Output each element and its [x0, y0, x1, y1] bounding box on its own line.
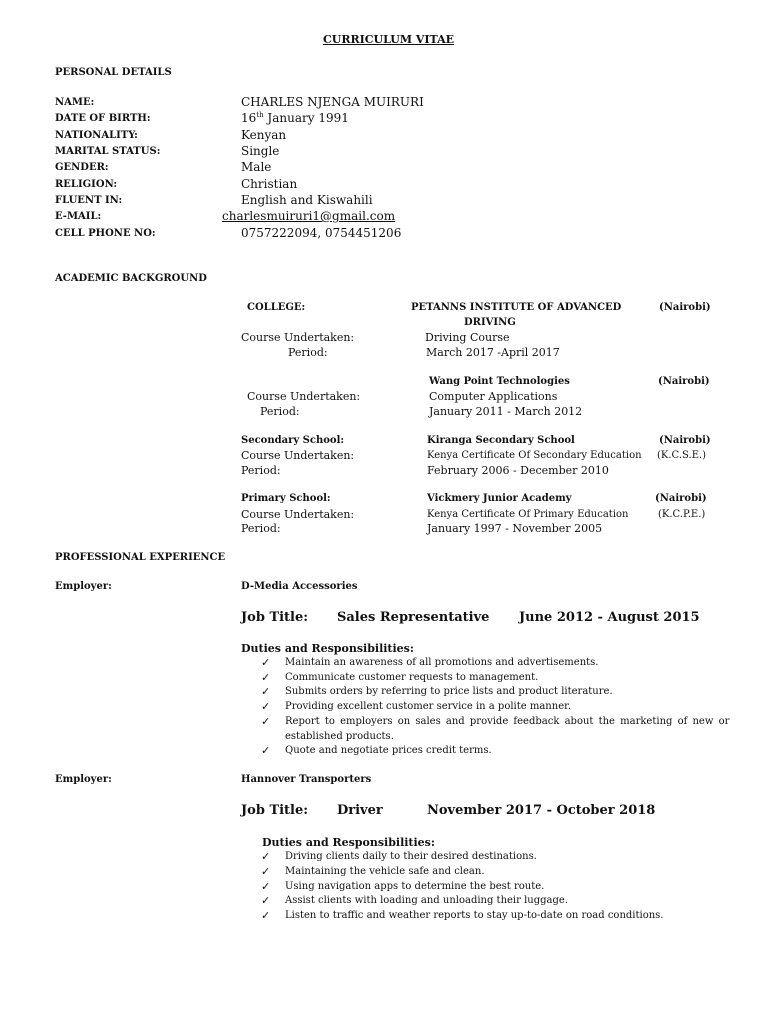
- check-mark-icon: ✓: [261, 685, 271, 698]
- primary-period-label: Period:: [241, 522, 281, 535]
- job-title-label: Job Title:: [241, 803, 309, 818]
- marital-status-label: MARITAL STATUS:: [55, 146, 161, 157]
- college-period-label: Period:: [288, 346, 328, 359]
- secondary-cert: (K.C.S.E.): [657, 450, 707, 461]
- college-course-label: Course Undertaken:: [241, 331, 355, 344]
- employer-label: Employer:: [55, 774, 112, 785]
- wang-name: Wang Point Technologies: [429, 376, 570, 387]
- duty-item: Communicate customer requests to management.: [285, 672, 539, 683]
- college-location: (Nairobi): [659, 302, 711, 313]
- check-mark-icon: ✓: [261, 850, 271, 863]
- check-mark-icon: ✓: [261, 865, 271, 878]
- duty-item: Driving clients daily to their desired destinations.: [285, 851, 537, 862]
- duties-heading: Duties and Responsibilities:: [241, 642, 414, 655]
- employer-name: D-Media Accessories: [241, 581, 358, 592]
- wang-period: January 2011 - March 2012: [429, 405, 583, 418]
- nationality-value: Kenyan: [241, 128, 287, 142]
- secondary-course: Kenya Certificate Of Secondary Education: [427, 450, 642, 461]
- job-title: Sales Representative: [337, 610, 490, 625]
- duty-item: Maintain an awareness of all promotions and advertisements.: [285, 657, 599, 668]
- secondary-period: February 2006 - December 2010: [427, 464, 609, 477]
- check-mark-icon: ✓: [261, 671, 271, 684]
- check-mark-icon: ✓: [261, 700, 271, 713]
- duty-item: Maintaining the vehicle safe and clean.: [285, 866, 485, 877]
- secondary-name: Kiranga Secondary School: [427, 435, 575, 446]
- primary-name: Vickmery Junior Academy: [427, 493, 572, 504]
- college-name-line2: DRIVING: [464, 317, 516, 328]
- college-label: COLLEGE:: [247, 302, 306, 313]
- check-mark-icon: ✓: [261, 909, 271, 922]
- duty-item: Assist clients with loading and unloading their luggage.: [285, 895, 568, 906]
- professional-experience-heading: PROFESSIONAL EXPERIENCE: [55, 552, 226, 563]
- wang-period-label: Period:: [260, 405, 300, 418]
- primary-location: (Nairobi): [655, 493, 707, 504]
- religion-value: Christian: [241, 177, 298, 191]
- marital-status-value: Single: [241, 144, 280, 158]
- employer-label: Employer:: [55, 581, 112, 592]
- college-name-line1: PETANNS INSTITUTE OF ADVANCED: [411, 302, 622, 313]
- name-value: CHARLES NJENGA MUIRURI: [241, 95, 424, 109]
- secondary-label: Secondary School:: [241, 435, 345, 446]
- email-label: E-MAIL:: [55, 211, 102, 222]
- duty-item: Listen to traffic and weather reports to stay up-to-date on road conditions.: [285, 910, 664, 921]
- secondary-period-label: Period:: [241, 464, 281, 477]
- duty-item: Report to employers on sales and provide feedback about the marketing of new or: [285, 716, 730, 727]
- check-mark-icon: ✓: [261, 656, 271, 669]
- primary-period: January 1997 - November 2005: [427, 522, 603, 535]
- duty-item: Using navigation apps to determine the best route.: [285, 881, 545, 892]
- personal-details-heading: PERSONAL DETAILS: [55, 67, 172, 78]
- dob-value: 16th January 1991: [241, 111, 349, 125]
- cell-phone-label: CELL PHONE NO:: [55, 228, 156, 239]
- check-mark-icon: ✓: [261, 715, 271, 728]
- job-title: Driver: [337, 803, 383, 818]
- duty-item-continued: established products.: [285, 731, 394, 742]
- college-course: Driving Course: [425, 331, 510, 344]
- duty-item: Submits orders by referring to price lists and product literature.: [285, 686, 613, 697]
- employer-name: Hannover Transporters: [241, 774, 372, 785]
- nationality-label: NATIONALITY:: [55, 130, 138, 141]
- cell-phone-value: 0757222094, 0754451206: [241, 226, 402, 240]
- primary-cert: (K.C.P.E.): [658, 509, 706, 520]
- fluent-in-label: FLUENT IN:: [55, 195, 123, 206]
- primary-course-label: Course Undertaken:: [241, 508, 355, 521]
- secondary-course-label: Course Undertaken:: [241, 449, 355, 462]
- primary-course: Kenya Certificate Of Primary Education: [427, 509, 629, 520]
- wang-course-label: Course Undertaken:: [247, 390, 361, 403]
- academic-background-heading: ACADEMIC BACKGROUND: [55, 273, 207, 284]
- primary-label: Primary School:: [241, 493, 331, 504]
- dob-label: DATE OF BIRTH:: [55, 113, 151, 124]
- name-label: NAME:: [55, 97, 95, 108]
- check-mark-icon: ✓: [261, 744, 271, 757]
- job-dates: June 2012 - August 2015: [519, 610, 700, 625]
- gender-value: Male: [241, 160, 272, 174]
- job-dates: November 2017 - October 2018: [427, 803, 656, 818]
- document-title: CURRICULUM VITAE: [323, 33, 455, 46]
- wang-location: (Nairobi): [658, 376, 710, 387]
- religion-label: RELIGION:: [55, 179, 118, 190]
- secondary-location: (Nairobi): [659, 435, 711, 446]
- duty-item: Quote and negotiate prices credit terms.: [285, 745, 492, 756]
- college-period: March 2017 -April 2017: [426, 346, 560, 359]
- check-mark-icon: ✓: [261, 880, 271, 893]
- duty-item: Providing excellent customer service in a polite manner.: [285, 701, 571, 712]
- email-link[interactable]: charlesmuiruri1@gmail.com: [222, 209, 396, 223]
- job-title-label: Job Title:: [241, 610, 309, 625]
- gender-label: GENDER:: [55, 162, 109, 173]
- wang-course: Computer Applications: [429, 390, 558, 403]
- check-mark-icon: ✓: [261, 894, 271, 907]
- fluent-in-value: English and Kiswahili: [241, 193, 373, 207]
- duties-heading: Duties and Responsibilities:: [262, 836, 435, 849]
